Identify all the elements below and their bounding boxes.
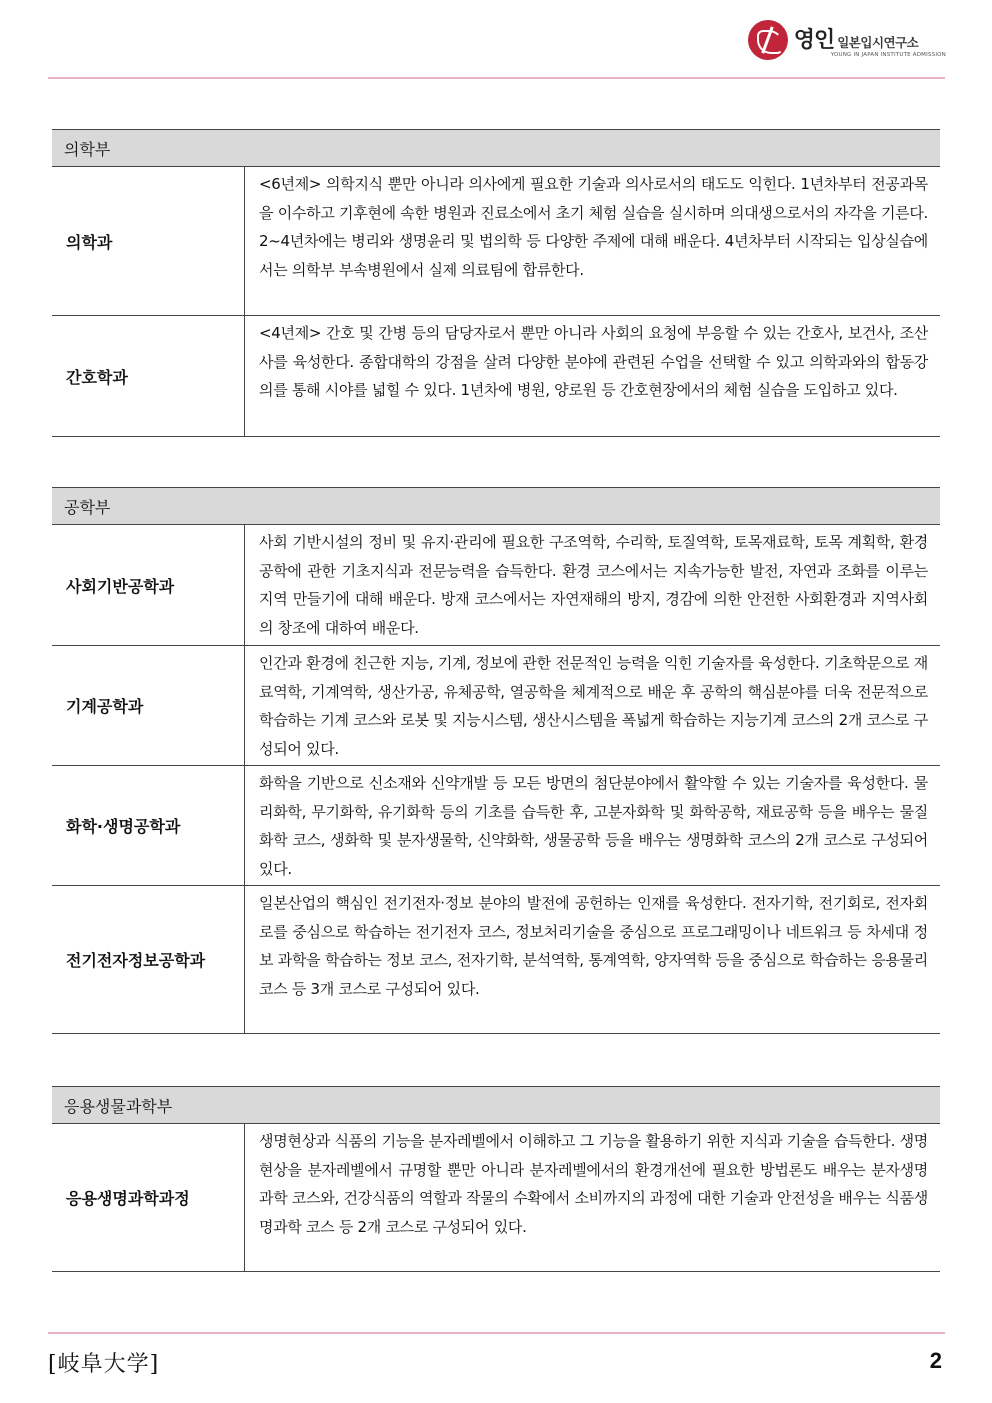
department-name: 화학·생명공학과 <box>52 766 245 885</box>
table-row <box>52 766 940 886</box>
department-description: <6년제> 의학지식 뿐만 아니라 의사에게 필요한 기술과 의사로서의 태도도 익힌다. 1년차부터 전공과목을 이수하고 기후현에 속한 병원과 진료소에서 초기 체험 실습을 실시하며 의대생으로서의 자각을 기른다. 2~4년차에는 병리와 생명윤리 및 법의학 등 다양한 주제에 대해 배운다. 4년차부터 시작되는 입상실습에서는 의학부 부속병원에서 실제 의료팀에 합류한다. <box>259 175 928 279</box>
logo-brand: 영인 <box>793 27 835 53</box>
logo-text <box>794 23 946 58</box>
page-header <box>0 0 992 80</box>
logo-english: YOUNG IN JAPAN INSTITUTE ADMISSION <box>830 51 946 58</box>
department-name: 응용생명과학과정 <box>52 1124 245 1271</box>
table-row <box>52 525 940 646</box>
department-name: 전기전자정보공학과 <box>52 886 245 1033</box>
logo-subtitle: 일본입시연구소 <box>837 34 919 50</box>
table-row <box>52 1124 940 1272</box>
table-row <box>52 646 940 766</box>
page-number: 2 <box>929 1348 942 1373</box>
table-row <box>52 167 940 316</box>
department-name: 의학과 <box>52 167 245 315</box>
logo-emblem-icon <box>748 20 788 60</box>
department-name: 사회기반공학과 <box>52 525 245 645</box>
department-description: 사회 기반시설의 정비 및 유지·관리에 필요한 구조역학, 수리학, 토질역학, 토목재료학, 토목 계획학, 환경 공학에 관한 기초지식과 전문능력을 습득한다. 환경 코스에서는 지속가능한 발전, 자연과 조화를 이루는 지역 만들기에 대해 배운다. 방재 코스에서는 자연재해의 방지, 경감에 의한 안전한 사회환경과 지역사회의 창조에 대하여 배운다. <box>259 533 928 637</box>
department-description: 생명현상과 식품의 기능을 분자레벨에서 이해하고 그 기능을 활용하기 위한 지식과 기술을 습득한다. 생명현상을 분자레벨에서 규명할 뿐만 아니라 분자레벨에서의 환경개선에 필요한 방법론도 배우는 분자생명과학 코스와, 건강식품의 역할과 작물의 수확에서 소비까지의 과정에 대한 기술과 안전성을 배우는 식품생명과학 코스 등 2개 코스로 구성되어 있다. <box>259 1132 928 1236</box>
section-title: 의학부 <box>52 129 940 167</box>
footer-divider <box>48 1332 945 1334</box>
table-row <box>52 886 940 1034</box>
table-row <box>52 316 940 437</box>
header-divider <box>48 77 945 79</box>
department-description: 화학을 기반으로 신소재와 신약개발 등 모든 방면의 첨단분야에서 활약할 수 있는 기술자를 육성한다. 물리화학, 무기화학, 유기화학 등의 기초를 습득한 후, 고분자화학 및 화학공학, 재료공학 등을 배우는 물질화학 코스, 생화학 및 분자생물학, 신약화학, 생물공학 등을 배우는 생명화학 코스의 2개 코스로 구성되어 있다. <box>259 774 928 878</box>
brand-logo <box>748 18 946 62</box>
section-title: 응용생물과학부 <box>52 1086 940 1124</box>
department-description: 인간과 환경에 친근한 지능, 기계, 정보에 관한 전문적인 능력을 익힌 기술자를 육성한다. 기초학문으로 재료역학, 기계역학, 생산가공, 유체공학, 열공학을 체계적으로 배운 후 공학의 핵심분야를 더욱 전문적으로 학습하는 기계 코스와 로봇 및 지능시스템, 생산시스템을 폭넓게 학습하는 지능기계 코스의 2개 코스로 구성되어 있다. <box>259 654 928 758</box>
department-name: 간호학과 <box>52 316 245 436</box>
section-engineering <box>52 487 940 1034</box>
department-description: <4년제> 간호 및 간병 등의 담당자로서 뿐만 아니라 사회의 요청에 부응할 수 있는 간호사, 보건사, 조산사를 육성한다. 종합대학의 강점을 살려 다양한 분야에 관련된 수업을 선택할 수 있고 의학과와의 합동강의를 통해 시야를 넓힐 수 있다. 1년차에 병원, 양로원 등 간호현장에서의 체험 실습을 도입하고 있다. <box>259 324 928 399</box>
section-applied-biology <box>52 1086 940 1272</box>
department-name: 기계공학과 <box>52 646 245 765</box>
section-medicine <box>52 129 940 437</box>
university-name: [岐阜大学] <box>48 1352 160 1377</box>
department-description: 일본산업의 핵심인 전기전자·정보 분야의 발전에 공헌하는 인재를 육성한다. 전자기학, 전기회로, 전자회로를 중심으로 학습하는 전기전자 코스, 정보처리기술을 중심으로 프로그래밍이나 네트워크 등 차세대 정보 과학을 학습하는 정보 코스, 전자기학, 분석역학, 통계역학, 양자역학 등을 중심으로 학습하는 응용물리 코스 등 3개 코스로 구성되어 있다. <box>259 894 928 998</box>
section-title: 공학부 <box>52 487 940 525</box>
